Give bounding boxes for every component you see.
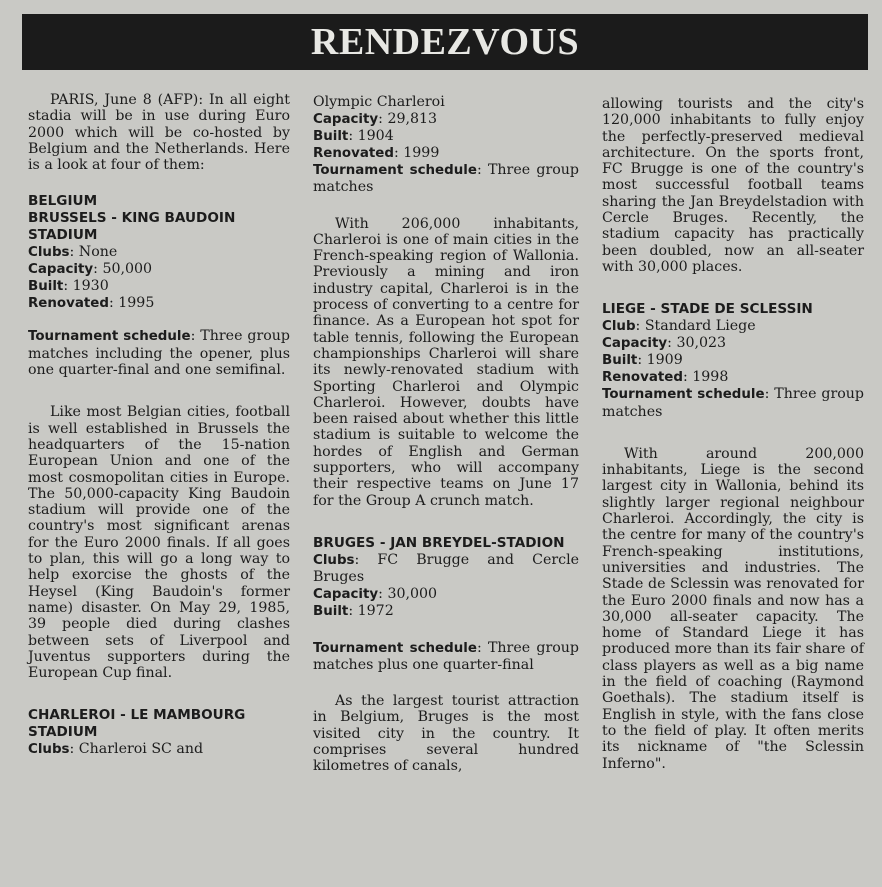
bruges-body: As the largest tourist attraction in Belgium, Bruges is the most visited city in the country. It comprises several hundred kilometres of canals, (313, 693, 579, 775)
liege-renovated: Renovated: 1998 (602, 369, 729, 386)
charleroi-renovated: Renovated: 1999 (313, 145, 440, 161)
stadium-heading-liege: LIEGE - STADE DE SCLESSIN (602, 301, 813, 318)
section-banner (22, 14, 868, 70)
liege-capacity: Capacity: 30,023 (602, 335, 727, 352)
stadium-heading-brussels: BRUSSELS - KING BAUDOIN STADIUM (28, 210, 236, 244)
bruges-body-cont: allowing tourists and the city's 120,000 inhabitants to fully enjoy the perfectly-preserved medieval architecture. On the sports front, FC Brugge is one of the country's most successful football teams sharing the Jan Breydelstadion with Cercle Bruges. Recently, the stadium capacity has practically been doubled, now an all-seater with 30,000 places. (602, 96, 864, 275)
bruges-schedule: Tournament schedule: Three group matches plus one quarter-final (313, 639, 579, 673)
stadium-heading-charleroi: CHARLEROI - LE MAMBOURG STADIUM (28, 707, 246, 741)
page-title: RENDEZVOUS (310, 21, 580, 63)
liege-club: Club: Standard Liege (602, 318, 756, 335)
brussels-built: Built: 1930 (28, 278, 109, 295)
charleroi-schedule: Tournament schedule: Three group matches (313, 162, 579, 196)
column-1 (28, 92, 290, 758)
charleroi-capacity: Capacity: 29,813 (313, 111, 438, 127)
brussels-body: Like most Belgian cities, football is well established in Brussels the headquarters of the 15-nation European Union and one of the most cosmopolitan cities in Europe. The 50,000-capacity King Baudoin stadium will provide one of the country's most significant arenas for the Euro 2000 finals. If all goes to plan, this will go a long way to help exorcise the ghosts of the Heysel (King Baudoin's former name) disaster. On May 29, 1985, 39 people died during clashes between sets of Liverpool and Juventus supporters during the European Cup final. (28, 404, 290, 682)
column-3 (602, 96, 864, 772)
brussels-renovated: Renovated: 1995 (28, 295, 155, 312)
brussels-schedule: Tournament schedule: Three group matches including the opener, plus one quarter-final and one semifinal. (28, 328, 290, 379)
charleroi-body: With 206,000 inhabitants, Charleroi is one of main cities in the French-speaking region of Wallonia. Previously a mining and iron industry capital, Charleroi is in the process of converting to a centre for finance. As a European hot spot for table tennis, following the European championships Charleroi will share its newly-renovated stadium with Sporting Charleroi and Olympic Charleroi. However, doubts have been raised about whether this little stadium is suitable to welcome the hordes of English and German supporters, who will accompany their respective teams on June 17 for the Group A crunch match. (313, 215, 579, 509)
charleroi-clubs-cont: Olympic Charleroi (313, 94, 445, 110)
liege-built: Built: 1909 (602, 352, 683, 369)
charleroi-clubs: Clubs: Charleroi SC and (28, 741, 204, 758)
brussels-clubs: Clubs: None (28, 244, 118, 261)
liege-schedule: Tournament schedule: Three group matches (602, 386, 864, 420)
intro-paragraph: PARIS, June 8 (AFP): In all eight stadia will be in use during Euro 2000 which will be co-hosted by Belgium and the Netherlands. Here is a look at four of them: (28, 92, 290, 174)
liege-body: With around 200,000 inhabitants, Liege is the second largest city in Wallonia, behind its slightly larger regional neighbour Charleroi. Accordingly, the city is the centre for many of the country's French-speaking institutions, universities and industries. The Stade de Sclessin was renovated for the Euro 2000 finals and now has a 30,000 all-seater capacity. The home of Standard Liege it has produced more than its fair share of class players as well as a big name in the field of coaching (Raymond Goethals). The stadium itself is English in style, with the fans close to the field of play. It often merits its nickname of "the Sclessin Inferno". (602, 445, 864, 772)
bruges-clubs: Clubs: FC Brugge and Cercle Bruges (313, 551, 579, 586)
country-heading: BELGIUM (28, 193, 98, 210)
stadium-heading-bruges: BRUGES - JAN BREYDEL-STADION (313, 534, 565, 551)
bruges-built: Built: 1972 (313, 602, 394, 619)
bruges-capacity: Capacity: 30,000 (313, 585, 438, 602)
brussels-capacity: Capacity: 50,000 (28, 261, 153, 278)
column-2 (313, 94, 579, 775)
charleroi-built: Built: 1904 (313, 128, 394, 144)
